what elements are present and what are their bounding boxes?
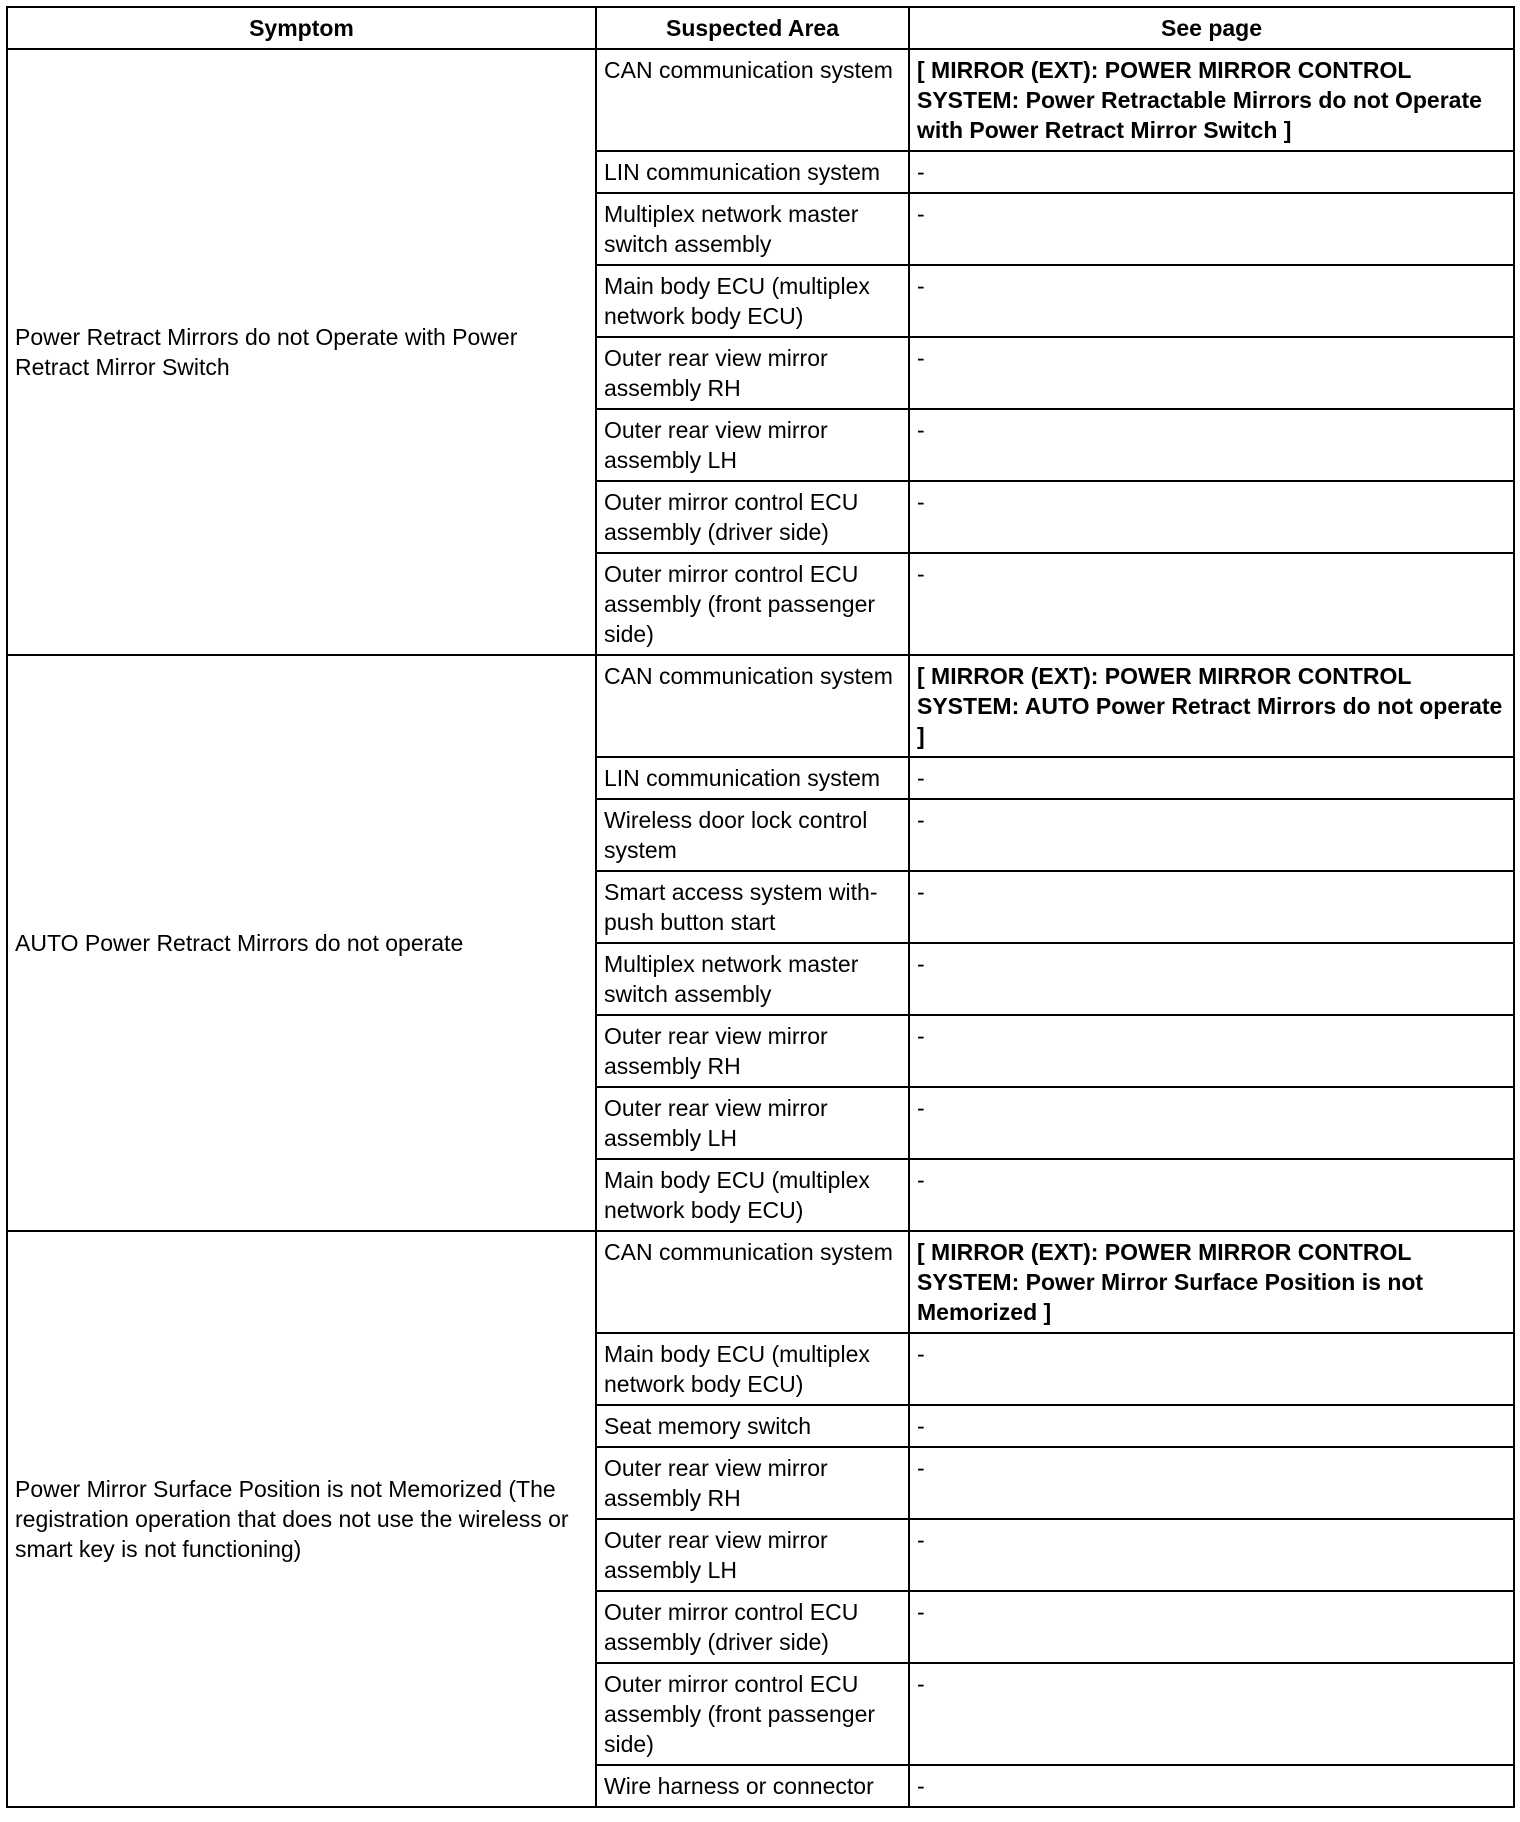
see-page-cell: -	[909, 1405, 1514, 1447]
see-page-cell: -	[909, 265, 1514, 337]
table-row	[7, 49, 1514, 151]
see-page-cell: -	[909, 1765, 1514, 1807]
header-suspected-area: Suspected Area	[596, 7, 909, 49]
see-page-cell: -	[909, 1087, 1514, 1159]
header-symptom: Symptom	[7, 7, 596, 49]
see-page-reference: [ MIRROR (EXT): POWER MIRROR CONTROL SYSTEM: AUTO Power Retract Mirrors do not operate ]	[909, 655, 1514, 757]
suspected-area-cell: Wireless door lock control system	[596, 799, 909, 871]
see-page-cell: -	[909, 409, 1514, 481]
see-page-cell: -	[909, 1591, 1514, 1663]
suspected-area-cell: CAN communication system	[596, 49, 909, 151]
see-page-cell: -	[909, 481, 1514, 553]
suspected-area-cell: Outer mirror control ECU assembly (driver side)	[596, 481, 909, 553]
symptom-cell: Power Retract Mirrors do not Operate with Power Retract Mirror Switch	[7, 49, 596, 655]
suspected-area-cell: CAN communication system	[596, 1231, 909, 1333]
suspected-area-cell: Outer mirror control ECU assembly (driver side)	[596, 1591, 909, 1663]
see-page-cell: -	[909, 757, 1514, 799]
suspected-area-cell: Outer rear view mirror assembly LH	[596, 1519, 909, 1591]
suspected-area-cell: CAN communication system	[596, 655, 909, 757]
see-page-cell: -	[909, 1333, 1514, 1405]
suspected-area-cell: Seat memory switch	[596, 1405, 909, 1447]
suspected-area-cell: Outer mirror control ECU assembly (front passenger side)	[596, 1663, 909, 1765]
suspected-area-cell: Smart access system with-push button start	[596, 871, 909, 943]
see-page-cell: -	[909, 151, 1514, 193]
suspected-area-cell: LIN communication system	[596, 151, 909, 193]
suspected-area-cell: Main body ECU (multiplex network body ECU)	[596, 1159, 909, 1231]
suspected-area-cell: Main body ECU (multiplex network body ECU)	[596, 265, 909, 337]
see-page-reference: [ MIRROR (EXT): POWER MIRROR CONTROL SYSTEM: Power Mirror Surface Position is not Memorized ]	[909, 1231, 1514, 1333]
symptom-cell: Power Mirror Surface Position is not Memorized (The registration operation that does not use the wireless or smart key is not functioning)	[7, 1231, 596, 1807]
suspected-area-cell: Main body ECU (multiplex network body ECU)	[596, 1333, 909, 1405]
suspected-area-cell: Outer rear view mirror assembly LH	[596, 1087, 909, 1159]
see-page-cell: -	[909, 193, 1514, 265]
see-page-cell: -	[909, 1519, 1514, 1591]
see-page-cell: -	[909, 1663, 1514, 1765]
see-page-cell: -	[909, 943, 1514, 1015]
symptom-cell: AUTO Power Retract Mirrors do not operate	[7, 655, 596, 1231]
table-row	[7, 1231, 1514, 1333]
suspected-area-cell: Outer rear view mirror assembly RH	[596, 337, 909, 409]
suspected-area-cell: Outer rear view mirror assembly RH	[596, 1015, 909, 1087]
header-see-page: See page	[909, 7, 1514, 49]
suspected-area-cell: Outer rear view mirror assembly RH	[596, 1447, 909, 1519]
suspected-area-cell: LIN communication system	[596, 757, 909, 799]
table-body	[7, 49, 1514, 1807]
table-header-row	[7, 7, 1514, 49]
see-page-cell: -	[909, 553, 1514, 655]
suspected-area-cell: Outer rear view mirror assembly LH	[596, 409, 909, 481]
see-page-cell: -	[909, 799, 1514, 871]
troubleshooting-table	[6, 6, 1515, 1808]
suspected-area-cell: Multiplex network master switch assembly	[596, 193, 909, 265]
suspected-area-cell: Multiplex network master switch assembly	[596, 943, 909, 1015]
see-page-cell: -	[909, 1447, 1514, 1519]
suspected-area-cell: Wire harness or connector	[596, 1765, 909, 1807]
see-page-cell: -	[909, 1015, 1514, 1087]
see-page-reference: [ MIRROR (EXT): POWER MIRROR CONTROL SYSTEM: Power Retractable Mirrors do not Operate with Power Retract Mirror Switch ]	[909, 49, 1514, 151]
see-page-cell: -	[909, 871, 1514, 943]
suspected-area-cell: Outer mirror control ECU assembly (front passenger side)	[596, 553, 909, 655]
see-page-cell: -	[909, 337, 1514, 409]
see-page-cell: -	[909, 1159, 1514, 1231]
table-row	[7, 655, 1514, 757]
